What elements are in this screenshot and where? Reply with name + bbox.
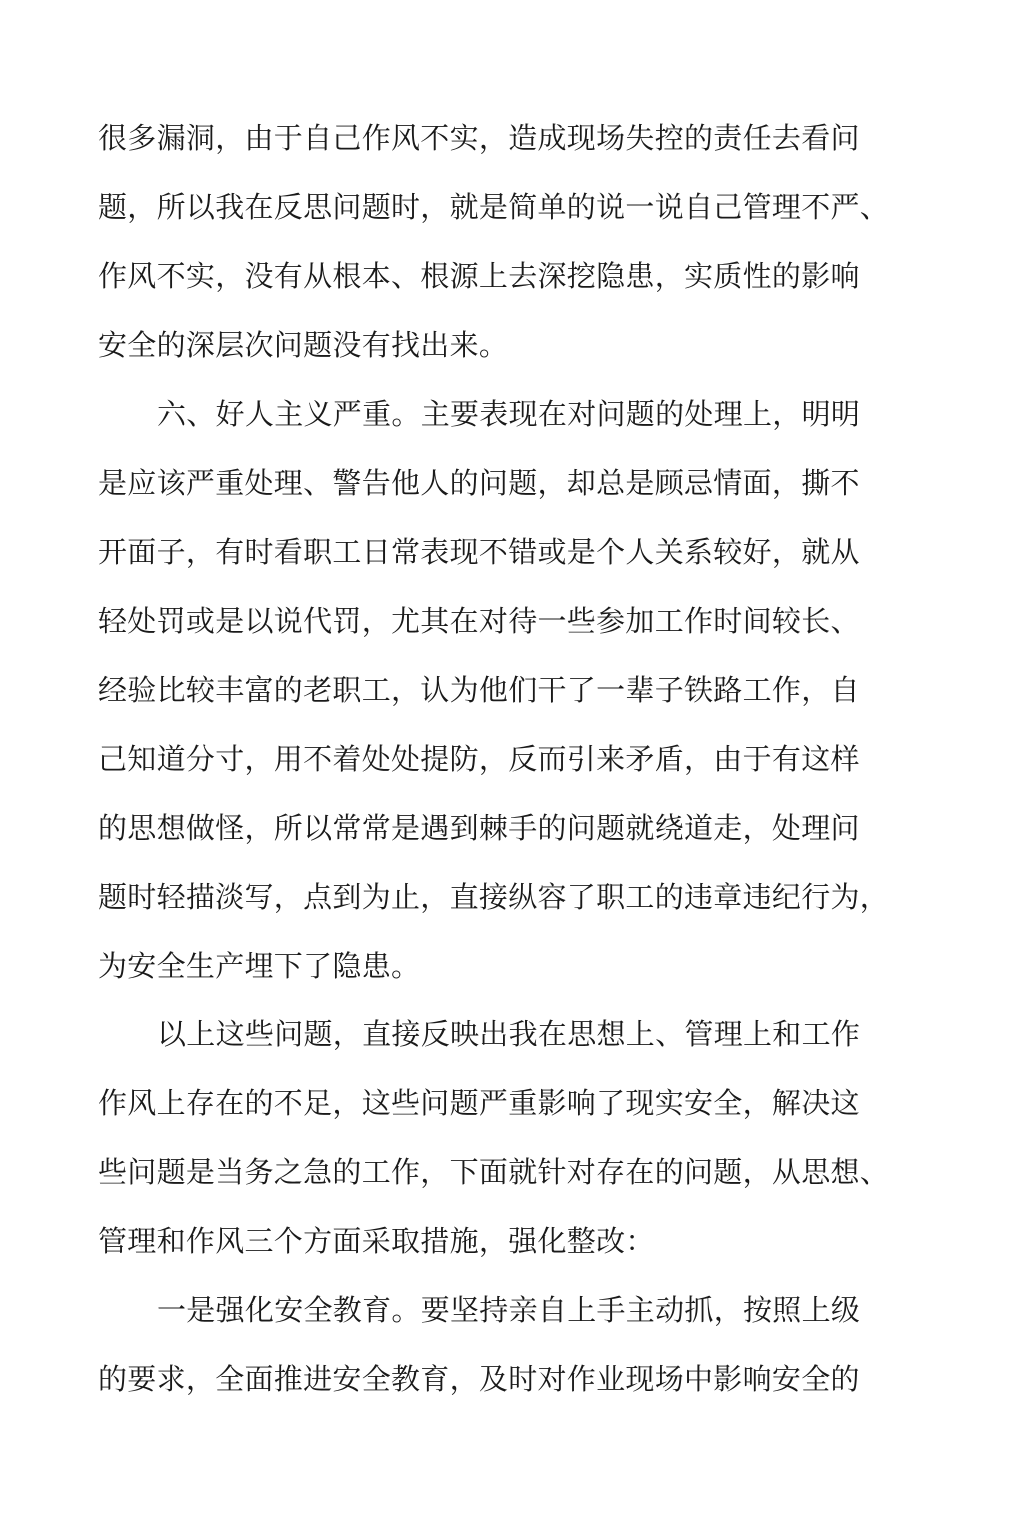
text-line: 管理和作风三个方面采取措施，强化整改： [98,1224,655,1258]
text-line: 开面子，有时看职工日常表现不错或是个人关系较好，就从 [98,535,860,569]
text-line: 经验比较丰富的老职工，认为他们干了一辈子铁路工作，自 [98,673,860,707]
paragraph-first-line: 一是强化安全教育。要坚持亲自上手主动抓，按照上级 [157,1293,861,1327]
text-line: 为安全生产埋下了隐患。 [98,949,421,983]
text-line: 题，所以我在反思问题时，就是简单的说一说自己管理不严、 [98,190,890,224]
text-line: 是应该严重处理、警告他人的问题，却总是顾忌情面，撕不 [98,466,860,500]
text-line: 些问题是当务之急的工作，下面就针对存在的问题，从思想、 [98,1155,890,1189]
paragraph-first-line: 六、好人主义严重。主要表现在对问题的处理上，明明 [157,397,861,431]
text-line: 作风上存在的不足，这些问题严重影响了现实安全，解决这 [98,1086,860,1120]
text-line: 轻处罚或是以说代罚，尤其在对待一些参加工作时间较长、 [98,604,860,638]
text-line: 题时轻描淡写，点到为止，直接纵容了职工的违章违纪行为， [98,880,890,914]
text-line: 作风不实，没有从根本、根源上去深挖隐患，实质性的影响 [98,259,860,293]
paragraph-first-line: 以上这些问题，直接反映出我在思想上、管理上和工作 [157,1017,861,1051]
text-line: 的思想做怪，所以常常是遇到棘手的问题就绕道走，处理问 [98,811,860,845]
text-line: 的要求，全面推进安全教育，及时对作业现场中影响安全的 [98,1362,860,1396]
text-line: 很多漏洞，由于自己作风不实，造成现场失控的责任去看问 [98,121,860,155]
text-line: 己知道分寸，用不着处处提防，反而引来矛盾，由于有这样 [98,742,860,776]
text-line: 安全的深层次问题没有找出来。 [98,328,509,362]
